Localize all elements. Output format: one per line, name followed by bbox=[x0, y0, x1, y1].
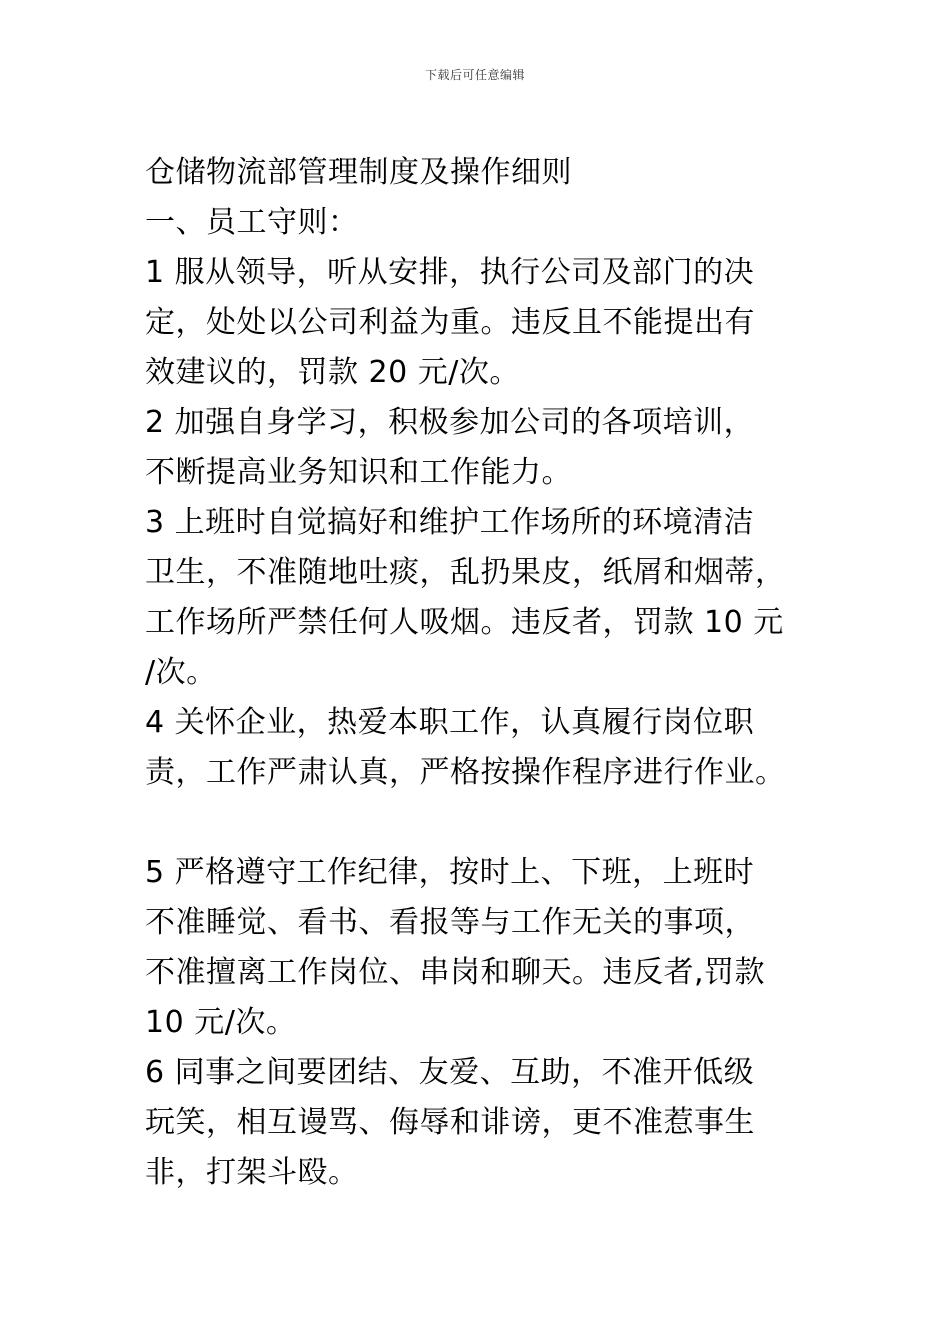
rule-line: 玩笑，相互谩骂、侮辱和诽谤，更不准惹事生 bbox=[145, 1105, 755, 1140]
rule-line: 不准擅离工作岗位、串岗和聊天。违反者,罚款 bbox=[145, 955, 766, 990]
rule-line: 卫生，不准随地吐痰，乱扔果皮，纸屑和烟蒂， bbox=[145, 555, 786, 590]
rule-6 bbox=[145, 1048, 810, 1198]
document-title: 仓储物流部管理制度及操作细则 bbox=[145, 155, 572, 190]
rule-3 bbox=[145, 498, 810, 698]
paragraph-gap bbox=[145, 798, 810, 848]
rule-line: 非，打架斗殴。 bbox=[145, 1155, 359, 1190]
rule-line: 定，处处以公司利益为重。违反且不能提出有 bbox=[145, 305, 755, 340]
rule-line: 10 元/次。 bbox=[145, 1005, 297, 1040]
rule-line: 不准睡觉、看书、看报等与工作无关的事项， bbox=[145, 905, 755, 940]
document-body bbox=[145, 148, 810, 1198]
rule-2 bbox=[145, 398, 810, 498]
rule-line: 6 同事之间要团结、友爱、互助，不准开低级 bbox=[145, 1055, 755, 1090]
rule-line: 2 加强自身学习，积极参加公司的各项培训， bbox=[145, 405, 755, 440]
rule-line: 责，工作严肃认真，严格按操作程序进行作业。 bbox=[145, 755, 786, 790]
rule-line: 3 上班时自觉搞好和维护工作场所的环境清洁 bbox=[145, 505, 755, 540]
section-heading: 一、员工守则： bbox=[145, 205, 359, 240]
rule-line: 5 严格遵守工作纪律，按时上、下班，上班时 bbox=[145, 855, 755, 890]
header-note: 下载后可任意编辑 bbox=[424, 68, 525, 82]
rule-line: 1 服从领导，听从安排，执行公司及部门的决 bbox=[145, 255, 755, 290]
rule-4 bbox=[145, 698, 810, 798]
rule-line: 工作场所严禁任何人吸烟。违反者，罚款 10 元 bbox=[145, 605, 784, 640]
rule-5 bbox=[145, 848, 810, 1048]
rule-line: /次。 bbox=[145, 655, 217, 690]
rule-1 bbox=[145, 248, 810, 398]
rule-line: 不断提高业务知识和工作能力。 bbox=[145, 455, 572, 490]
rule-line: 4 关怀企业，热爱本职工作，认真履行岗位职 bbox=[145, 705, 755, 740]
rule-line: 效建议的，罚款 20 元/次。 bbox=[145, 355, 520, 390]
